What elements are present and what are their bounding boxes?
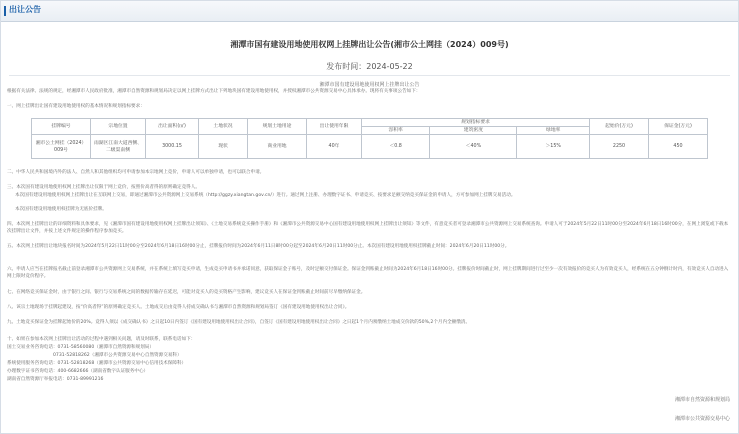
cell-status: 现状 <box>199 135 248 159</box>
th-location: 宗地位置 <box>91 119 146 135</box>
th-area: 出让面积(㎡) <box>146 119 199 135</box>
paragraph-10: 十、如果在参加本次网上挂牌出让活动的过程中遇到相关问题，请及时联系，联系电话如下： <box>7 337 196 342</box>
th-code: 挂牌编号 <box>32 119 91 135</box>
section-1-heading: 一、网上挂牌出让国有建设用地使用权的基本情况和规划指标要求： <box>7 104 145 109</box>
th-far: 容积率 <box>362 127 430 135</box>
contact-line-5: 湖南省自然资源厅举报电话：0731-89991216 <box>7 377 104 382</box>
th-years: 出让使用年限 <box>307 119 362 135</box>
cell-code: 湘市公土网挂（2024）009号 <box>32 135 91 159</box>
contact-line-1: 国土交易业务咨询电话：0731-58560080（湘潭市自然资源和规划局） <box>7 345 154 350</box>
th-use: 规划土地用途 <box>248 119 307 135</box>
cell-density: ＜40% <box>430 135 517 159</box>
paragraph-2: 二、中华人民共和国境内外的法人、自然人和其他组织均可申请参加本宗地网上竞价，申请人可以单独申请，也可以联合申请。 <box>7 170 265 175</box>
th-green: 绿地率 <box>517 127 590 135</box>
th-density: 建筑密度 <box>430 127 517 135</box>
document-subtitle: 湘潭市国有建设用地使用权网上挂牌出让公告 <box>319 82 420 88</box>
paragraph-8: 八、该宗土地现场于挂牌起建设，按“价高者得”的原则确定竞买人。土地成交后由竞得人持成交确认书与湘潭市自然资源和规划局签订《国有建设用地使用权出让合同》。 <box>7 305 350 310</box>
cell-years: 40年 <box>307 135 362 159</box>
th-deposit: 保证金(万元) <box>649 119 708 135</box>
table-row <box>32 135 708 159</box>
intro-paragraph: 根据有关法律、法规的规定，经湘潭市人民政府批准，湘潭市自然资源和规划局决定以网上挂牌方式出让下列地块国有建设用地使用权，并授权湘潭市公共资源交易中心具体承办。现将有关事项公告如下： <box>7 89 421 94</box>
header-accent <box>4 6 6 16</box>
paragraph-9: 九、土地竞买保证金为挂牌起始价的20%。竞得人须以《成交确认书》之日起10日内签订《国有建设用地使用权出让合同》，自签订《国有建设用地使用权出让合同》之日起1个月内须缴纳土地成交价款的50%,2个月内全额缴清。 <box>7 320 471 325</box>
cell-location: 雨湖区江南大道西侧、二级渠南侧 <box>91 135 146 159</box>
th-planning: 规划指标要求 <box>362 119 590 127</box>
title-divider <box>9 75 730 76</box>
paragraph-3c: 本次国有建设用地使用权挂牌为无底价挂牌。 <box>15 207 107 212</box>
cell-green: ＞15% <box>517 135 590 159</box>
cell-far: ＜0.8 <box>362 135 430 159</box>
contact-line-4: 办理数字证书咨询电话：400-6682666（湖南省数字认证服务中心） <box>7 369 149 374</box>
signature-bureau: 湘潭市自然资源和规划局 <box>674 397 730 403</box>
paragraph-6: 六、申请人应当在挂牌报名截止前登录湘潭市公共资源网上交易系统，并在系统上填写竞买申请，生成竞买申请书并承诺同意，获取保证金子账号，及时足额交付保证金。保证金到账截止时间为2024年6月18日16时00分。挂牌报价时间截止时，网上挂牌期间进行过至少一次有效报价的竞买人为有效竞买人，经系统在五分钟倒计时内，有效竞买人自动进入网上限时竞价程序。 <box>7 267 729 279</box>
cell-area: 3000.15 <box>146 135 199 159</box>
cell-use: 商业用地 <box>248 135 307 159</box>
paragraph-3: 三、本次国有建设用地使用权网上挂牌出让仅限于网上竞价，按照价高者得的原则确定竞得人。 <box>7 185 200 190</box>
publish-date: 发布时间：2024-05-22 <box>326 62 413 71</box>
panel-title: 出让公告 <box>9 5 41 14</box>
paragraph-5: 五、本次网上挂牌出让地块报名时间为2024年5月22日11时00分至2024年6月18日16时00分止，挂牌报价时间为2024年6月11日8时00分起至2024年6月20日11时00分止。本次国有建设用地使用权挂牌截止时间：2024年6月20日11时00分。 <box>7 244 510 249</box>
panel-header <box>1 1 738 22</box>
cell-deposit: 450 <box>649 135 708 159</box>
land-info-table <box>31 118 708 159</box>
paragraph-3b: 本次国有建设用地使用权网上挂牌出让在互联网上交易，即通过湘潭市公共资源网上交易系统（http://ggzy.xiangtan.gov.cn/）进行。通过网上注册、办理数字证书、申请竞买、按要求足额交纳竞买保证金的申请人，方可参加网上挂牌交易活动。 <box>15 193 516 198</box>
contact-line-3: 系统使用服务咨询电话：0731-52818268（湘潭市公共资源交易中心信用技术保障科） <box>7 361 187 366</box>
signature-center: 湘潭市公共资源交易中心 <box>674 416 730 422</box>
th-status: 土地状况 <box>199 119 248 135</box>
contact-line-2: 0731-52818262（湘潭市公共资源交易中心自然资源交易科） <box>53 353 182 358</box>
cell-start-price: 2250 <box>590 135 649 159</box>
paragraph-7: 七、在网络竞买保证金时，由于银行之间、银行与交易系统之间的数据传输存在延迟，可能对竞买人的竞买资格产生影响，建议竞买人在保证金到账截止时间前尽早缴纳保证金。 <box>7 290 366 295</box>
th-start-price: 起始价(万元) <box>590 119 649 135</box>
document-title: 湘潭市国有建设用地使用权网上挂牌出让公告(湘市公土网挂（2024）009号) <box>230 40 509 49</box>
paragraph-4: 四、本次网上挂牌出让的详细资料和具体要求，见《湘潭市国有建设用地使用权网上挂牌出让须知》、《土地交易系统竞买操作手册》和《湘潭市公共资源交易中心国有建设用地使用权网上挂牌出让须知》等文件，有意竞买者可登录湘潭市公共资源网上交易系统查询。申请人可于2024年5月22日11时00分至2024年6月18日16时00分，在网上浏览或下载本次挂牌出让文件，并按上述文件规定的操作程序参加竞买。 <box>7 222 729 234</box>
